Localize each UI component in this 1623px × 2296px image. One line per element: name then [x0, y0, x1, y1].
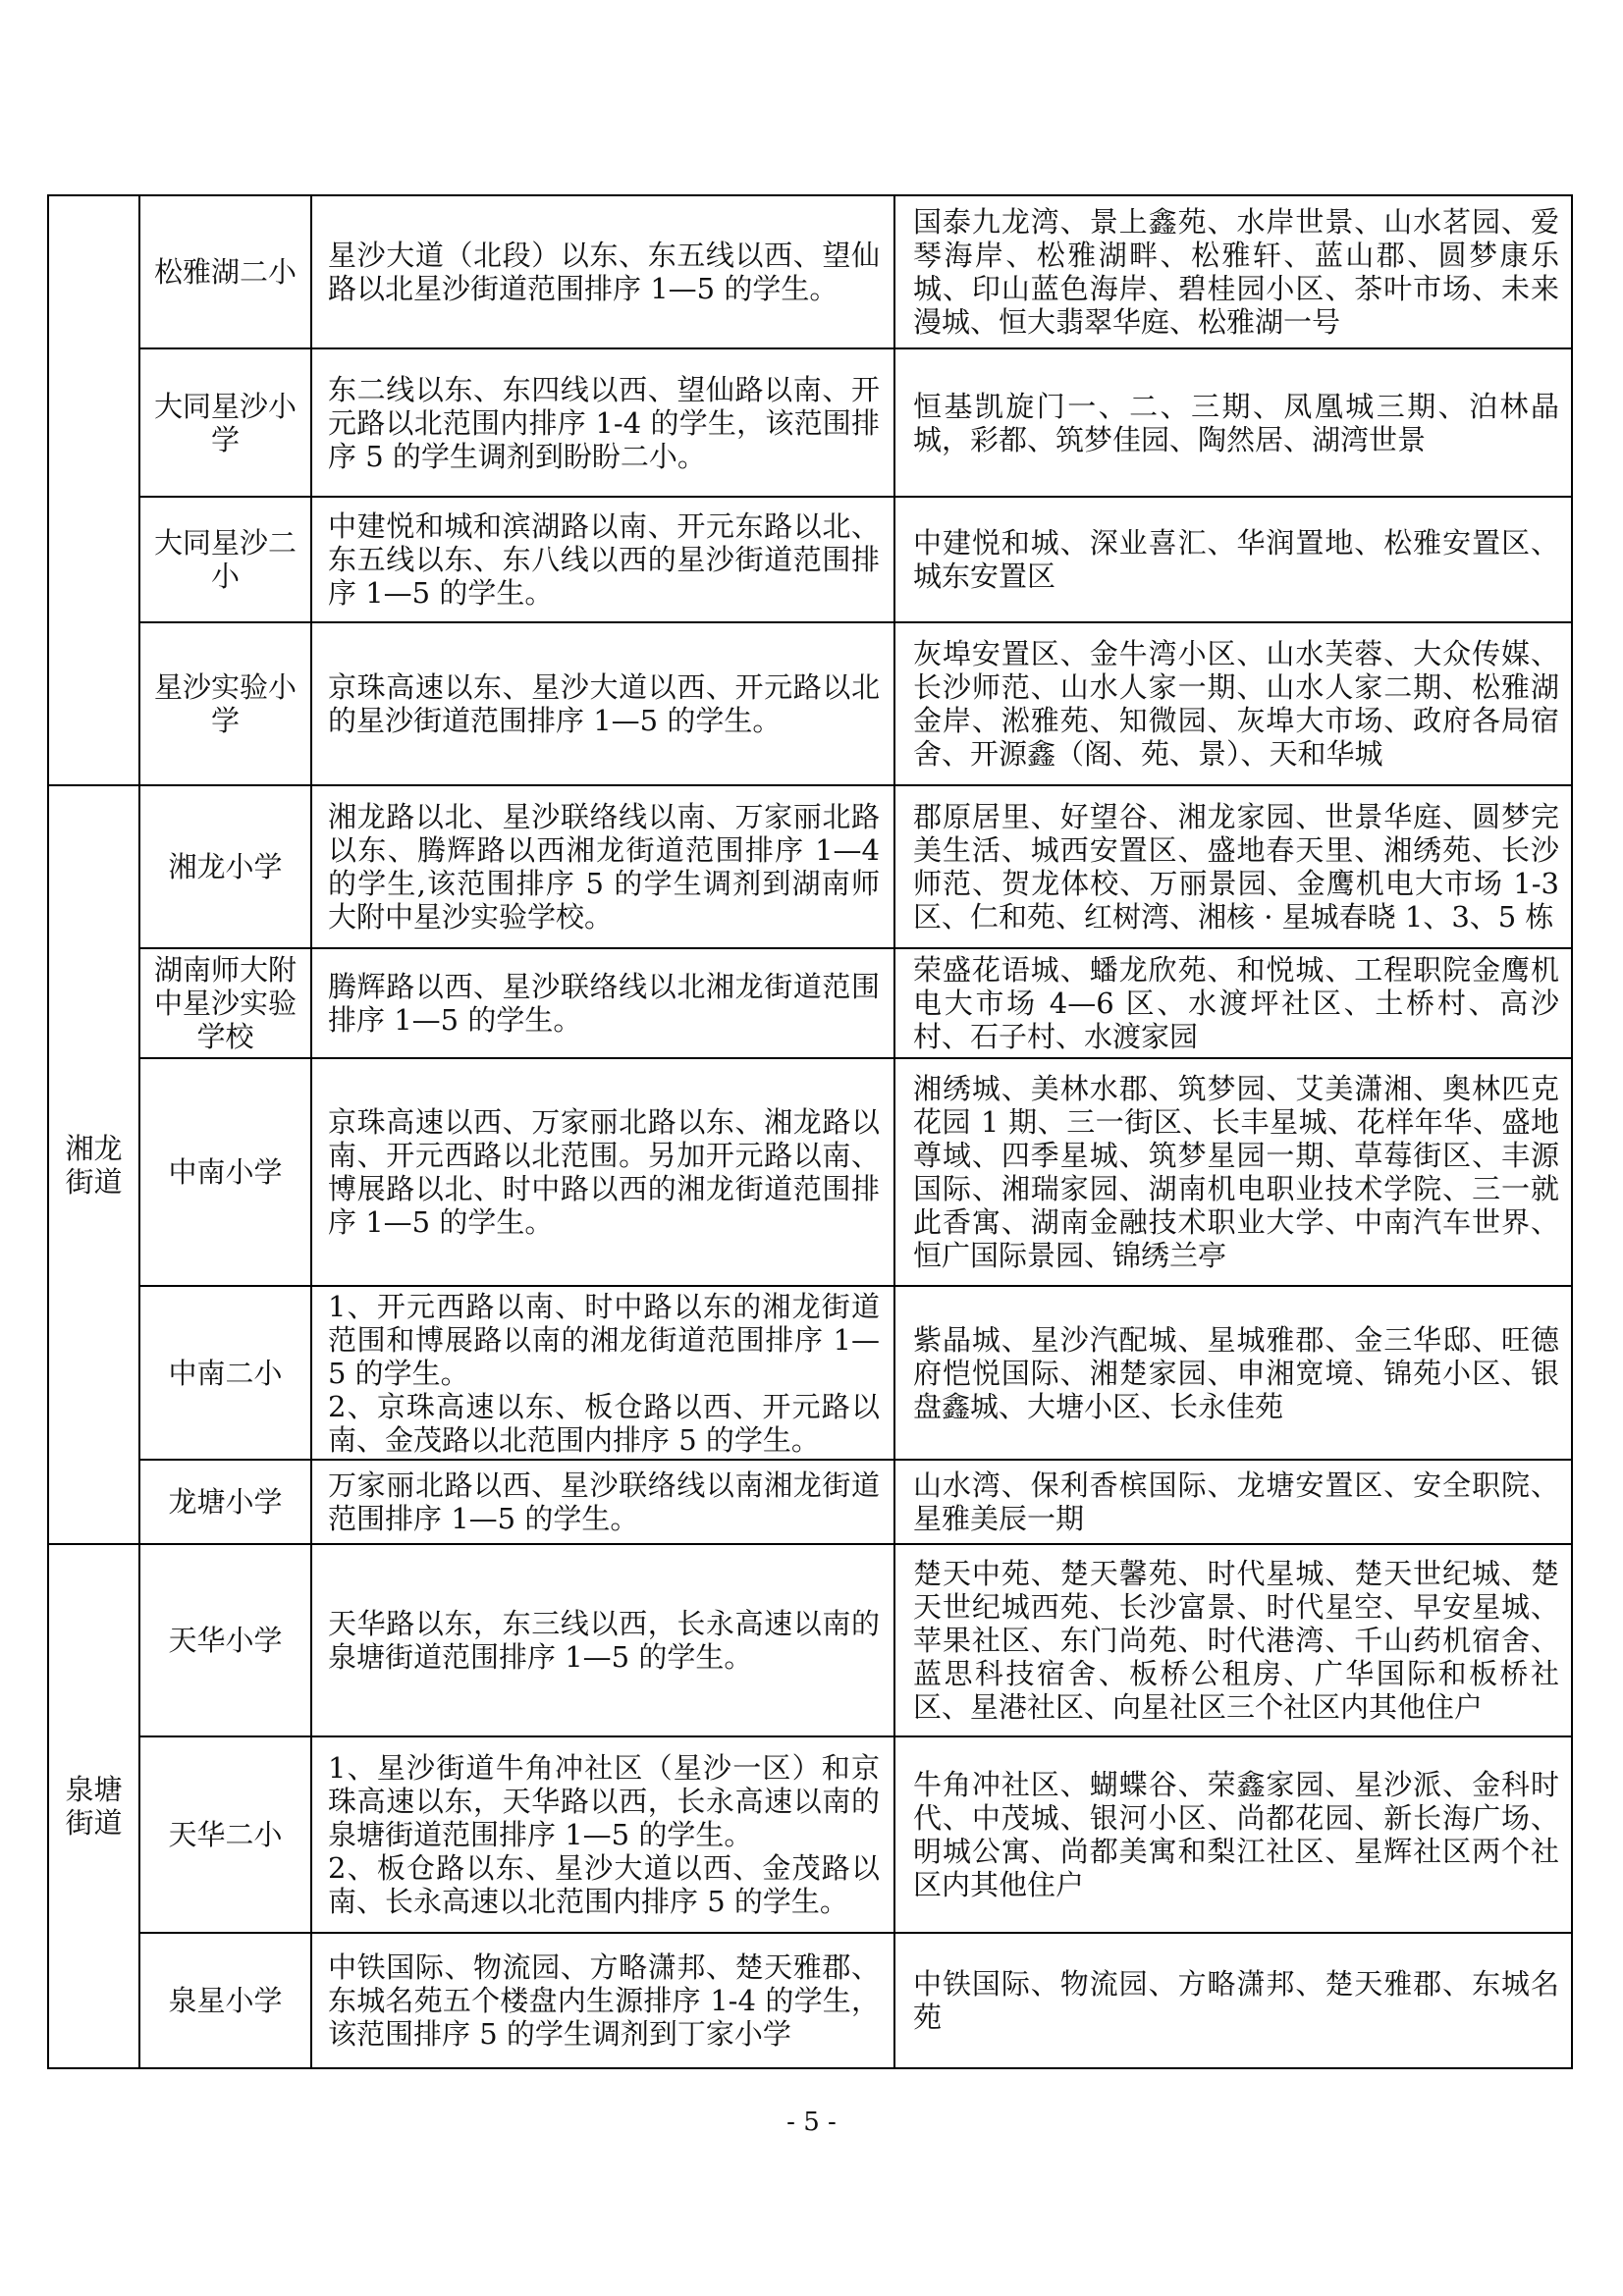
- table-row: [48, 497, 1572, 622]
- table-row: [48, 348, 1572, 497]
- community-list: 中建悦和城、深业喜汇、华润置地、松雅安置区、城东安置区: [894, 497, 1572, 622]
- enrollment-range: 京珠高速以西、万家丽北路以东、湘龙路以南、开元西路以北范围。另加开元路以南、博展路以北、时中路以西的湘龙街道范围排序 1—5 的学生。: [311, 1058, 894, 1286]
- school-name: 天华二小: [139, 1736, 311, 1933]
- range-item: 2、板仓路以东、星沙大道以西、金茂路以南、长永高速以北范围内排序 5 的学生。: [328, 1851, 880, 1918]
- enrollment-range: 星沙大道（北段）以东、东五线以西、望仙路以北星沙街道范围排序 1—5 的学生。: [311, 195, 894, 348]
- community-list: 荣盛花语城、蟠龙欣苑、和悦城、工程职院金鹰机电大市场 4—6 区、水渡坪社区、土桥村、高沙村、石子村、水渡家园: [894, 948, 1572, 1058]
- community-list: 楚天中苑、楚天馨苑、时代星城、楚天世纪城、楚天世纪城西苑、长沙富景、时代星空、早安星城、苹果社区、东门尚苑、时代港湾、千山药机宿舍、蓝思科技宿舍、板桥公租房、广华国际和板桥社区、星港社区、向星社区三个社区内其他住户: [894, 1544, 1572, 1736]
- enrollment-range: 天华路以东，东三线以西，长永高速以南的泉塘街道范围排序 1—5 的学生。: [311, 1544, 894, 1736]
- table-row: [48, 948, 1572, 1058]
- community-list: 牛角冲社区、蝴蝶谷、荣鑫家园、星沙派、金科时代、中茂城、银河小区、尚都花园、新长海广场、明城公寓、尚都美寓和梨江社区、星辉社区两个社区内其他住户: [894, 1736, 1572, 1933]
- community-list: 灰埠安置区、金牛湾小区、山水芙蓉、大众传媒、长沙师范、山水人家一期、山水人家二期、松雅湖金岸、淞雅苑、知微园、灰埠大市场、政府各局宿舍、开源鑫（阁、苑、景）、天和华城: [894, 622, 1572, 785]
- page-number: - 5 -: [786, 2108, 837, 2137]
- enrollment-range: [311, 1286, 894, 1460]
- enrollment-range: 万家丽北路以西、星沙联络线以南湘龙街道范围排序 1—5 的学生。: [311, 1460, 894, 1544]
- range-item: 1、星沙街道牛角冲社区（星沙一区）和京珠高速以东，天华路以西，长永高速以南的泉塘街道范围排序 1—5 的学生。: [328, 1751, 880, 1851]
- school-name: 大同星沙二小: [139, 497, 311, 622]
- table-row: [48, 1058, 1572, 1286]
- school-name: 中南二小: [139, 1286, 311, 1460]
- school-name: 松雅湖二小: [139, 195, 311, 348]
- community-list: 中铁国际、物流园、方略潇邦、楚天雅郡、东城名苑: [894, 1933, 1572, 2068]
- community-list: 恒基凯旋门一、二、三期、凤凰城三期、泊林晶城，彩都、筑梦佳园、陶然居、湖湾世景: [894, 348, 1572, 497]
- community-list: 湘绣城、美林水郡、筑梦园、艾美潇湘、奥林匹克花园 1 期、三一街区、长丰星城、花样年华、盛地尊域、四季星城、筑梦星园一期、草莓街区、丰源国际、湘瑞家园、湖南机电职业技术学院、三一就此香寓、湖南金融技术职业大学、中南汽车世界、恒广国际景园、锦绣兰亭: [894, 1058, 1572, 1286]
- school-name: 湖南师大附中星沙实验学校: [139, 948, 311, 1058]
- street-cell: [48, 195, 139, 785]
- school-name: 泉星小学: [139, 1933, 311, 2068]
- table-row: [48, 195, 1572, 348]
- community-list: 山水湾、保利香槟国际、龙塘安置区、安全职院、星雅美辰一期: [894, 1460, 1572, 1544]
- enrollment-range: [311, 1736, 894, 1933]
- community-list: 紫晶城、星沙汽配城、星城雅郡、金三华邸、旺德府恺悦国际、湘楚家园、申湘宽境、锦苑小区、银盘鑫城、大塘小区、长永佳苑: [894, 1286, 1572, 1460]
- table-row: [48, 785, 1572, 948]
- enrollment-range: 京珠高速以东、星沙大道以西、开元路以北的星沙街道范围排序 1—5 的学生。: [311, 622, 894, 785]
- school-name: 龙塘小学: [139, 1460, 311, 1544]
- table-row: [48, 1544, 1572, 1736]
- table-row: [48, 1933, 1572, 2068]
- school-name: 星沙实验小学: [139, 622, 311, 785]
- community-list: 国泰九龙湾、景上鑫苑、水岸世景、山水茗园、爱琴海岸、松雅湖畔、松雅轩、蓝山郡、圆梦康乐城、印山蓝色海岸、碧桂园小区、茶叶市场、未来漫城、恒大翡翠华庭、松雅湖一号: [894, 195, 1572, 348]
- range-item: 1、开元西路以南、时中路以东的湘龙街道范围和博展路以南的湘龙街道范围排序 1—5 的学生。: [328, 1289, 880, 1390]
- enrollment-table: [47, 194, 1573, 2069]
- table-row: [48, 1736, 1572, 1933]
- school-name: 大同星沙小学: [139, 348, 311, 497]
- enrollment-range: 中建悦和城和滨湖路以南、开元东路以北、东五线以东、东八线以西的星沙街道范围排序 1—5 的学生。: [311, 497, 894, 622]
- enrollment-range: 腾辉路以西、星沙联络线以北湘龙街道范围排序 1—5 的学生。: [311, 948, 894, 1058]
- school-name: 中南小学: [139, 1058, 311, 1286]
- school-name: 天华小学: [139, 1544, 311, 1736]
- community-list: 郡原居里、好望谷、湘龙家园、世景华庭、圆梦完美生活、城西安置区、盛地春天里、湘绣苑、长沙师范、贺龙体校、万丽景园、金鹰机电大市场 1-3 区、仁和苑、红树湾、湘核 · 星城春晓 1、3、5 栋: [894, 785, 1572, 948]
- street-name: 湘龙街道: [48, 785, 139, 1544]
- enrollment-range: 东二线以东、东四线以西、望仙路以南、开元路以北范围内排序 1-4 的学生，该范围排序 5 的学生调剂到盼盼二小。: [311, 348, 894, 497]
- range-item: 2、京珠高速以东、板仓路以西、开元路以南、金茂路以北范围内排序 5 的学生。: [328, 1389, 880, 1457]
- school-name: 湘龙小学: [139, 785, 311, 948]
- enrollment-range: 湘龙路以北、星沙联络线以南、万家丽北路以东、腾辉路以西湘龙街道范围排序 1—4 的学生,该范围排序 5 的学生调剂到湖南师大附中星沙实验学校。: [311, 785, 894, 948]
- table-row: [48, 1460, 1572, 1544]
- enrollment-range: 中铁国际、物流园、方略潇邦、楚天雅郡、东城名苑五个楼盘内生源排序 1-4 的学生，该范围排序 5 的学生调剂到丁家小学: [311, 1933, 894, 2068]
- table-row: [48, 1286, 1572, 1460]
- table-row: [48, 622, 1572, 785]
- street-name: 泉塘街道: [48, 1544, 139, 2068]
